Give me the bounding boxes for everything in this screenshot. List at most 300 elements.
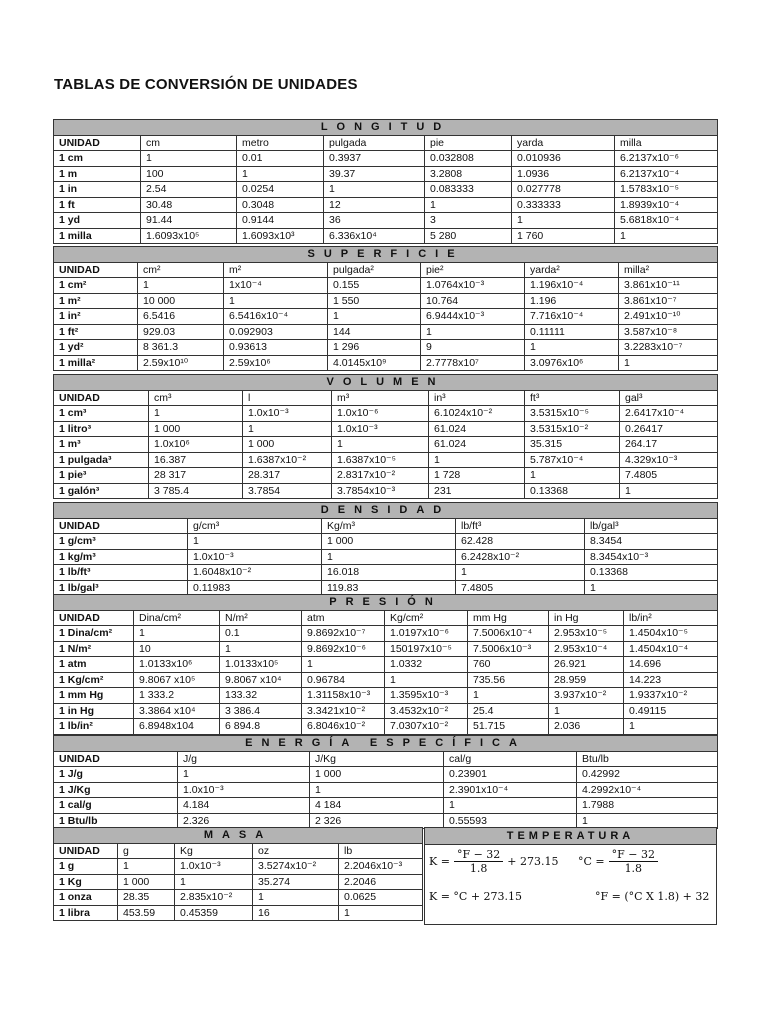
superficie-table [53,246,718,371]
row-unit-label: 1 cm³ [54,406,149,422]
table-cell: 4 184 [310,798,444,814]
row-unit-label: 1 m³ [54,437,149,453]
column-header: gal³ [620,390,718,406]
table-cell: 453.59 [118,905,175,921]
table-cell: 1.6387x10⁻⁵ [332,452,429,468]
column-header: J/g [178,751,310,767]
table-cell: 1 [468,688,549,704]
table-cell: 0.11983 [188,580,322,596]
table-cell: 2.8317x10⁻² [332,468,429,484]
table-cell: 35.274 [253,874,339,890]
table-row [54,228,718,244]
table-cell: 760 [468,657,549,673]
formula-kelvin-celsius: K = °C + 273.15 [429,890,523,903]
table-cell: 1.4504x10⁻⁵ [624,626,718,642]
table-cell: 7.716x10⁻⁴ [525,309,619,325]
table-cell: 62.428 [456,534,585,550]
fraction-denominator: 1.8 [469,862,488,875]
column-header: cm [141,135,237,151]
section-header: DENSIDAD [54,503,718,519]
table-cell: 3.3864 x10⁴ [134,703,220,719]
table-cell: 6.336x10⁴ [324,228,425,244]
table-cell: 1.0197x10⁻⁶ [385,626,468,642]
row-unit-label: 1 ft [54,197,141,213]
table-cell: 2.6417x10⁻⁴ [620,406,718,422]
column-header: J/Kg [310,751,444,767]
row-unit-label: 1 milla² [54,355,138,371]
table-cell: 1 [224,293,328,309]
row-unit-label: 1 Dina/cm² [54,626,134,642]
table-row [54,859,423,875]
table-cell: 1.7988 [577,798,718,814]
row-unit-label: 1 in² [54,309,138,325]
table-cell: 1 296 [328,340,421,356]
table-cell: 0.49115 [624,703,718,719]
table-row [54,166,718,182]
table-cell: 10 000 [138,293,224,309]
table-cell: 6 894.8 [220,719,302,735]
section-header: MASA [54,828,423,844]
table-cell: 6.5416x10⁻⁴ [224,309,328,325]
column-header: yarda [512,135,615,151]
table-row [54,468,718,484]
table-cell: 10.764 [421,293,525,309]
table-cell: 0.42992 [577,767,718,783]
table-cell: 0.027778 [512,182,615,198]
table-row [54,672,718,688]
table-row [54,406,718,422]
table-cell: 7.0307x10⁻² [385,719,468,735]
table-cell: 0.092903 [224,324,328,340]
column-header: UNIDAD [54,610,134,626]
table-cell: 16.387 [149,452,243,468]
table-cell: 0.13368 [525,483,620,499]
column-header: N/m² [220,610,302,626]
table-cell: 6.5416 [138,309,224,325]
table-cell: 0.11111 [525,324,619,340]
column-header: pie² [421,262,525,278]
fraction-numerator: °F − 32 [609,848,658,862]
table-cell: 3.937x10⁻² [549,688,624,704]
table-cell: 3.5315x10⁻² [525,421,620,437]
table-cell: 1 [322,549,456,565]
column-header: m³ [332,390,429,406]
table-row [54,421,718,437]
table-cell: 12 [324,197,425,213]
table-cell: 6.2137x10⁻⁴ [615,166,718,182]
column-header: in Hg [549,610,624,626]
table-cell: 1.196x10⁻⁴ [525,278,619,294]
column-header-row [54,518,718,534]
table-cell: 150197x10⁻⁵ [385,641,468,657]
column-header: Kg/m³ [322,518,456,534]
table-cell: 1.0133x10⁶ [134,657,220,673]
table-row [54,641,718,657]
section-header: LONGITUD [54,120,718,136]
table-cell: 14.696 [624,657,718,673]
fraction-denominator: 1.8 [624,862,643,875]
column-header: atm [302,610,385,626]
formula-kelvin-fahrenheit [429,848,558,875]
table-cell: 5 280 [425,228,512,244]
table-cell: 26.921 [549,657,624,673]
table-row [54,688,718,704]
row-unit-label: 1 J/Kg [54,782,178,798]
column-header: UNIDAD [54,518,188,534]
table-cell: 25.4 [468,703,549,719]
table-cell: 3.2808 [425,166,512,182]
row-unit-label: 1 g/cm³ [54,534,188,550]
table-cell: 100 [141,166,237,182]
row-unit-label: 1 N/m² [54,641,134,657]
table-cell: 1.196 [525,293,619,309]
table-cell: 4.0145x10⁹ [328,355,421,371]
table-cell: 0.083333 [425,182,512,198]
table-cell: 1 333.2 [134,688,220,704]
table-cell: 3.587x10⁻⁸ [619,324,718,340]
table-row [54,293,718,309]
formula-lhs: °C = [578,855,605,868]
table-cell: 1 [253,890,339,906]
table-cell: 6.8948x104 [134,719,220,735]
table-cell: 10 [134,641,220,657]
table-cell: 3.4532x10⁻² [385,703,468,719]
column-header: cal/g [444,751,577,767]
table-cell: 1.8939x10⁻⁴ [615,197,718,213]
table-cell: 1 [141,151,237,167]
column-header: UNIDAD [54,843,118,859]
table-cell: 1 [624,719,718,735]
table-cell: 1 [332,437,429,453]
formula-fahrenheit-celsius: °F = (°C X 1.8) + 32 [595,890,710,903]
table-cell: 4.184 [178,798,310,814]
table-cell: 8.3454x10⁻³ [585,549,718,565]
table-row [54,767,718,783]
table-cell: 1.6048x10⁻² [188,565,322,581]
section-header: SUPERFICIE [54,247,718,263]
table-cell: 0.9144 [237,213,324,229]
table-cell: 1 [302,657,385,673]
table-cell: 1.0133x10⁵ [220,657,302,673]
column-header: Dina/cm² [134,610,220,626]
table-cell: 1.9337x10⁻² [624,688,718,704]
table-row [54,890,423,906]
table-cell: 1 728 [429,468,525,484]
table-cell: 0.1 [220,626,302,642]
table-cell: 0.13368 [585,565,718,581]
table-cell: 2.7778x10⁷ [421,355,525,371]
table-cell: 1 [444,798,577,814]
table-cell: 1.6387x10⁻² [243,452,332,468]
table-cell: 0.032808 [425,151,512,167]
row-unit-label: 1 in [54,182,141,198]
table-cell: 6.2137x10⁻⁶ [615,151,718,167]
table-cell: 2.3901x10⁻⁴ [444,782,577,798]
table-cell: 28.35 [118,890,175,906]
column-header-row [54,390,718,406]
table-cell: 2.59x10⁶ [224,355,328,371]
column-header: UNIDAD [54,751,178,767]
table-cell: 0.96784 [302,672,385,688]
table-cell: 36 [324,213,425,229]
table-cell: 4.2992x10⁻⁴ [577,782,718,798]
row-unit-label: 1 lb/ft³ [54,565,188,581]
table-row [54,437,718,453]
table-cell: 1 760 [512,228,615,244]
table-cell: 2.54 [141,182,237,198]
table-row [54,324,718,340]
table-cell: 2.835x10⁻² [175,890,253,906]
table-cell: 1 [512,213,615,229]
densidad-table [53,502,718,596]
table-cell: 3.2283x10⁻⁷ [619,340,718,356]
row-unit-label: 1 yd [54,213,141,229]
column-header-row [54,843,423,859]
fraction [609,848,658,875]
row-unit-label: 1 ft² [54,324,138,340]
table-row [54,719,718,735]
table-cell: 1 [310,782,444,798]
row-unit-label: 1 litro³ [54,421,149,437]
table-cell: 1 [175,874,253,890]
column-header: oz [253,843,339,859]
table-cell: 1.0x10⁻³ [332,421,429,437]
table-cell: 1 [525,340,619,356]
table-cell: 0.0254 [237,182,324,198]
table-cell: 2.2046x10⁻³ [339,859,423,875]
presion-table [53,594,718,735]
table-cell: 2.2046 [339,874,423,890]
table-cell: 0.93613 [224,340,328,356]
column-header: lb/in² [624,610,718,626]
table-row [54,782,718,798]
table-cell: 6.9444x10⁻³ [421,309,525,325]
column-header: mm Hg [468,610,549,626]
table-row [54,534,718,550]
table-cell: 9.8067 x10⁴ [220,672,302,688]
table-cell: 1.0x10⁻³ [178,782,310,798]
table-cell: 1 [339,905,423,921]
table-cell: 91.44 [141,213,237,229]
row-unit-label: 1 pulgada³ [54,452,149,468]
row-unit-label: 1 in Hg [54,703,134,719]
table-cell: 1 550 [328,293,421,309]
table-cell: 1.5783x10⁻⁵ [615,182,718,198]
table-row [54,151,718,167]
table-cell: 7.4805 [456,580,585,596]
column-header: g [118,843,175,859]
column-header: Btu/lb [577,751,718,767]
table-row [54,657,718,673]
table-cell: 1.0764x10⁻³ [421,278,525,294]
table-cell: 1.6093x10⁵ [141,228,237,244]
document-title: TABLAS DE CONVERSIÓN DE UNIDADES [54,76,358,93]
table-row [54,278,718,294]
column-header: milla² [619,262,718,278]
row-unit-label: 1 cm² [54,278,138,294]
row-unit-label: 1 Kg [54,874,118,890]
row-unit-label: 1 libra [54,905,118,921]
table-cell: 735.56 [468,672,549,688]
column-header-row [54,135,718,151]
table-cell: 39.37 [324,166,425,182]
table-cell: 6.2428x10⁻² [456,549,585,565]
table-cell: 14.223 [624,672,718,688]
table-cell: 1 [577,813,718,829]
table-cell: 144 [328,324,421,340]
table-cell: 9.8692x10⁻⁷ [302,626,385,642]
table-cell: 0.01 [237,151,324,167]
column-header-row [54,751,718,767]
volumen-table [53,374,718,499]
table-cell: 4.329x10⁻³ [620,452,718,468]
table-cell: 7.5006x10⁻³ [468,641,549,657]
table-cell: 3 785.4 [149,483,243,499]
table-row [54,182,718,198]
column-header: pulgada [324,135,425,151]
row-unit-label: 1 Btu/lb [54,813,178,829]
formula-rhs: + 273.15 [507,855,559,868]
temperature-header: TEMPERATURA [425,828,716,845]
table-cell: 51.715 [468,719,549,735]
column-header: cm³ [149,390,243,406]
column-header: l [243,390,332,406]
column-header: g/cm³ [188,518,322,534]
table-cell: 133.32 [220,688,302,704]
table-cell: 1 [585,580,718,596]
table-cell: 9.8692x10⁻⁶ [302,641,385,657]
table-cell: 929.03 [138,324,224,340]
table-row [54,703,718,719]
row-unit-label: 1 kg/m³ [54,549,188,565]
table-cell: 1 [421,324,525,340]
table-cell: 30.48 [141,197,237,213]
table-cell: 1 [134,626,220,642]
table-cell: 0.23901 [444,767,577,783]
column-header-row [54,262,718,278]
table-cell: 1.31158x10⁻³ [302,688,385,704]
table-cell: 3 [425,213,512,229]
table-cell: 0.55593 [444,813,577,829]
table-cell: 1 [615,228,718,244]
table-cell: 3.5315x10⁻⁵ [525,406,620,422]
table-cell: 1.0x10⁻³ [175,859,253,875]
table-cell: 1.0x10⁻³ [243,406,332,422]
table-cell: 3.7854 [243,483,332,499]
row-unit-label: 1 cm [54,151,141,167]
table-cell: 6.1024x10⁻² [429,406,525,422]
energia-table [53,735,718,829]
table-cell: 1 [237,166,324,182]
table-cell: 8.3454 [585,534,718,550]
table-cell: 2.036 [549,719,624,735]
table-cell: 0.26417 [620,421,718,437]
table-row [54,309,718,325]
table-row [54,874,423,890]
table-cell: 28.959 [549,672,624,688]
table-cell: 28 317 [149,468,243,484]
section-header: PRESIÓN [54,595,718,611]
table-cell: 5.787x10⁻⁴ [525,452,620,468]
column-header: pulgada² [328,262,421,278]
table-cell: 0.3048 [237,197,324,213]
table-cell: 1.0x10⁻⁶ [332,406,429,422]
table-cell: 9.8067 x10⁵ [134,672,220,688]
fraction [454,848,503,875]
table-cell: 1 000 [243,437,332,453]
row-unit-label: 1 Kg/cm² [54,672,134,688]
table-cell: 1.0x10⁻³ [188,549,322,565]
column-header: in³ [429,390,525,406]
table-row [54,340,718,356]
table-cell: 0.333333 [512,197,615,213]
table-row [54,213,718,229]
formula-celsius-fahrenheit [578,848,662,875]
table-row [54,905,423,921]
table-cell: 1 000 [322,534,456,550]
table-cell: 1 [138,278,224,294]
table-row [54,197,718,213]
table-row [54,483,718,499]
longitud-table [53,119,718,244]
row-unit-label: 1 atm [54,657,134,673]
table-cell: 1 [324,182,425,198]
table-cell: 1.4504x10⁻⁴ [624,641,718,657]
formula-lhs: K = [429,855,450,868]
column-header: cm² [138,262,224,278]
table-cell: 1 000 [149,421,243,437]
table-row [54,798,718,814]
column-header: lb/ft³ [456,518,585,534]
table-cell: 0.45359 [175,905,253,921]
table-cell: 1 [620,483,718,499]
column-header: lb/gal³ [585,518,718,534]
table-cell: 3.3421x10⁻² [302,703,385,719]
table-cell: 1.6093x10³ [237,228,324,244]
table-cell: 16.018 [322,565,456,581]
temperature-box [424,827,717,925]
table-cell: 61.024 [429,421,525,437]
section-header: ENERGÍA ESPECÍFICA [54,736,718,752]
table-cell: 0.010936 [512,151,615,167]
table-cell: 61.024 [429,437,525,453]
table-cell: 5.6818x10⁻⁴ [615,213,718,229]
row-unit-label: 1 pie³ [54,468,149,484]
table-cell: 1.3595x10⁻³ [385,688,468,704]
table-cell: 6.8046x10⁻² [302,719,385,735]
table-cell: 8 361.3 [138,340,224,356]
row-unit-label: 1 lb/gal³ [54,580,188,596]
table-cell: 3.7854x10⁻³ [332,483,429,499]
table-cell: 7.4805 [620,468,718,484]
column-header: UNIDAD [54,390,149,406]
table-cell: 2 326 [310,813,444,829]
table-cell: 0.155 [328,278,421,294]
column-header: metro [237,135,324,151]
table-cell: 1 [149,406,243,422]
table-cell: 1 [243,421,332,437]
column-header: lb [339,843,423,859]
table-cell: 1.0936 [512,166,615,182]
section-header: VOLUMEN [54,375,718,391]
table-row [54,626,718,642]
table-cell: 1 [178,767,310,783]
row-unit-label: 1 g [54,859,118,875]
table-cell: 9 [421,340,525,356]
table-cell: 264.17 [620,437,718,453]
row-unit-label: 1 mm Hg [54,688,134,704]
table-cell: 0.3937 [324,151,425,167]
